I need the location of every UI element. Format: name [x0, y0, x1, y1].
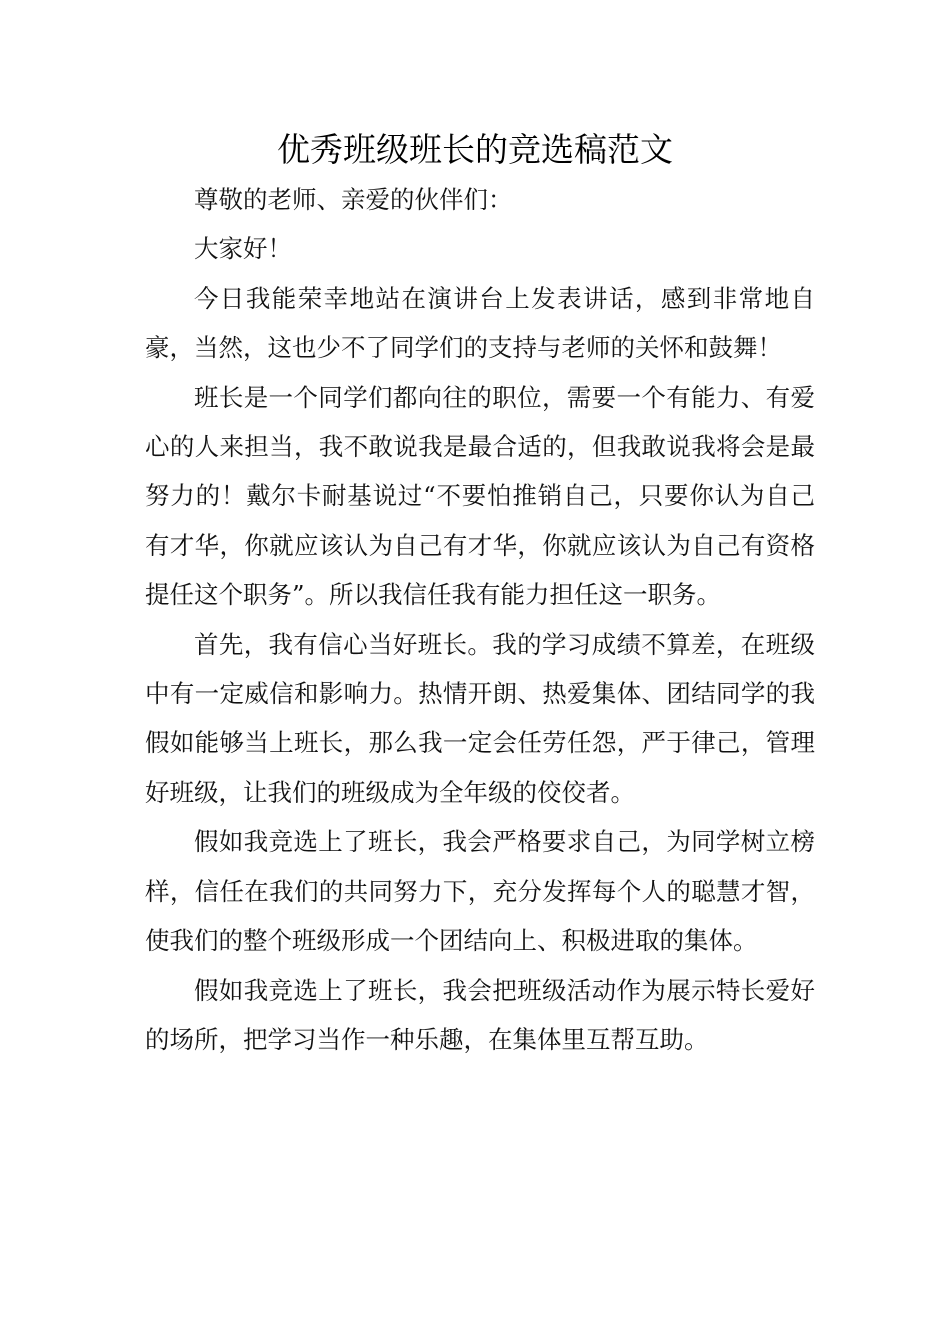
paragraph-confidence: 首先，我有信心当好班长。我的学习成绩不算差，在班级中有一定威信和影响力。热情开朗、热爱集体、团结同学的我假如能够当上班长，那么我一定会任劳任怨，严于律己，管理好班级，让我们的班级成为全年级的佼佼者。 — [145, 629, 815, 807]
document-title: 优秀班级班长的竞选稿范文 — [277, 130, 673, 169]
paragraph-commitment: 假如我竞选上了班长，我会严格要求自己，为同学树立榜样，信任在我们的共同努力下，充分发挥每个人的聪慧才智，使我们的整个班级形成一个团结向上、积极进取的集体。 — [145, 827, 815, 956]
paragraph-intro: 今日我能荣幸地站在演讲台上发表讲话，感到非常地自豪，当然，这也少不了同学们的支持与老师的关怀和鼓舞！ — [145, 283, 815, 363]
document-body — [145, 175, 815, 1064]
paragraph-salutation: 尊敬的老师、亲爱的伙伴们： — [194, 185, 513, 214]
paragraph-monitor-role: 班长是一个同学们都向往的职位，需要一个有能力、有爱心的人来担当，我不敢说我是最合适的，但我敢说我将会是最努力的！戴尔卡耐基说过“不要怕推销自己，只要你认为自己有才华，你就应该认为自己有才华，你就应该认为自己有资格提任这个职务”。所以我信任我有能力担任这一职务。 — [145, 382, 815, 610]
paragraph-activities: 假如我竞选上了班长，我会把班级活动作为展示特长爱好的场所，把学习当作一种乐趣，在集体里互帮互助。 — [145, 975, 815, 1054]
paragraph-greeting: 大家好！ — [194, 234, 292, 264]
